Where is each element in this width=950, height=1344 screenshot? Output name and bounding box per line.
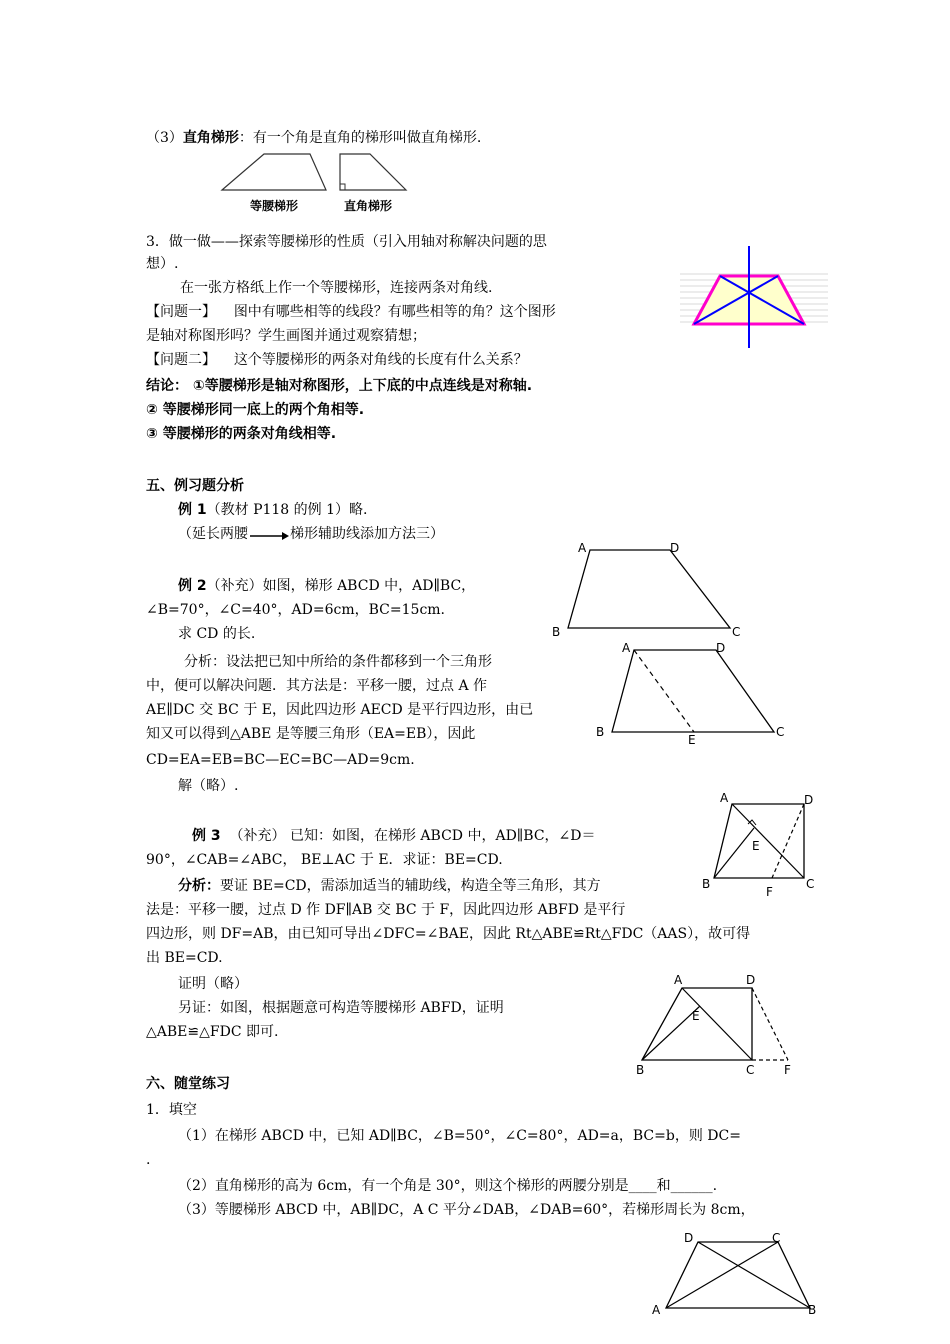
example3-alt-1: 另证：如图，根据题意可构造等腰梯形 ABFD，证明 bbox=[178, 1000, 504, 1016]
example3-line2: 90°，∠CAB=∠ABC， BE⊥AC 于 E．求证：BE=CD. bbox=[146, 852, 503, 868]
isosceles-trapezoid-shape bbox=[222, 154, 326, 190]
example3-analysis-4: 出 BE=CD. bbox=[146, 950, 223, 966]
point-e: E bbox=[692, 1009, 700, 1023]
point-e: E bbox=[752, 839, 760, 853]
s3-definition: （3）直角梯形：有一个角是直角的梯形叫做直角梯形. bbox=[146, 130, 482, 146]
example2-line2: ∠B=70°，∠C=40°，AD=6cm，BC=15cm. bbox=[146, 602, 446, 618]
dashed-ae bbox=[634, 650, 694, 732]
activity-line2: 想）. bbox=[146, 256, 179, 272]
practice-1-end: . bbox=[146, 1152, 151, 1168]
example2-translated-leg-figure bbox=[594, 640, 794, 750]
example2-analysis-2: 中，便可以解决问题．其方法是：平移一腰，过点 A 作 bbox=[146, 678, 488, 694]
point-b: B bbox=[636, 1063, 645, 1077]
trapezoid-types-figure bbox=[218, 150, 418, 216]
example3-analysis-2: 法是：平移一腰，过点 D 作 DF∥AB 交 BC 于 F，因此四边形 ABFD 是平行 bbox=[146, 902, 626, 918]
example2-analysis-5: CD=EA=EB=BC—EC=BC—AD=9cm. bbox=[146, 752, 415, 768]
arrow-icon bbox=[248, 528, 290, 540]
point-d: D bbox=[684, 1231, 694, 1245]
right-label: 直角梯形 bbox=[344, 199, 393, 213]
activity-line3: 在一张方格纸上作一个等腰梯形，连接两条对角线. bbox=[180, 280, 493, 296]
point-a: A bbox=[652, 1303, 661, 1317]
activity-line1: 3．做一做——探索等腰梯形的性质（引入用轴对称解决问题的思 bbox=[146, 234, 547, 250]
point-b: B bbox=[596, 725, 605, 739]
conclusion-1: 结论： ①等腰梯形是轴对称图形，上下底的中点连线是对称轴. bbox=[146, 378, 533, 394]
dashed-df bbox=[752, 988, 788, 1060]
example3-analysis-3: 四边形，则 DF=AB，由已知可导出∠DFC=∠BAE，因此 Rt△ABE≌Rt△FDC（AAS），故可得 bbox=[146, 926, 751, 942]
question-one: 【问题一】 图中有哪些相等的线段？有哪些相等的角？这个图形 bbox=[146, 304, 556, 320]
example2-analysis-4: 知又可以得到△ABE 是等腰三角形（EA=EB），因此 bbox=[146, 726, 476, 742]
point-a: A bbox=[674, 973, 683, 987]
conclusion-2: ② 等腰梯形同一底上的两个角相等. bbox=[146, 402, 365, 418]
example3-alt-figure bbox=[632, 972, 796, 1078]
example1: 例 1（教材 P118 的例 1）略. bbox=[178, 502, 368, 518]
diagonal-ac bbox=[666, 1242, 778, 1308]
point-e: E bbox=[688, 733, 696, 747]
point-c: C bbox=[806, 877, 815, 891]
dashed-df bbox=[772, 804, 804, 878]
right-trapezoid-shape bbox=[340, 154, 406, 190]
point-b: B bbox=[702, 877, 711, 891]
example2-solution: 解（略）. bbox=[178, 778, 239, 794]
example2-analysis-1: 分析：设法把已知中所给的条件都移到一个三角形 bbox=[184, 654, 492, 670]
example1-note: （延长两腰 梯形辅助线添加方法三） bbox=[178, 526, 444, 542]
point-d: D bbox=[716, 641, 726, 655]
diagonal-ac bbox=[682, 988, 752, 1060]
example3-analysis-1: 分析：要证 BE=CD，需添加适当的辅助线，构造全等三角形，其方 bbox=[178, 878, 601, 894]
example2-line3: 求 CD 的长. bbox=[178, 626, 256, 642]
conclusion-3: ③ 等腰梯形的两条对角线相等. bbox=[146, 426, 337, 442]
point-b: B bbox=[552, 625, 561, 639]
point-c: C bbox=[732, 625, 741, 639]
example3: 例 3 （补充） 已知：如图，在梯形 ABCD 中，AD∥BC，∠D＝ bbox=[192, 828, 596, 844]
diagonal-bd bbox=[698, 1242, 810, 1308]
example2-trapezoid-figure bbox=[548, 538, 744, 642]
section6-heading: 六、随堂练习 bbox=[146, 1076, 230, 1092]
point-d: D bbox=[670, 541, 680, 555]
practice3-trapezoid-figure bbox=[648, 1228, 824, 1336]
example3-alt-2: △ABE≌△FDC 即可. bbox=[146, 1024, 279, 1040]
example2-analysis-3: AE∥DC 交 BC 于 E，因此四边形 AECD 是平行四边形，由已 bbox=[146, 702, 534, 718]
section5-heading: 五、例习题分析 bbox=[146, 478, 244, 494]
point-b: B bbox=[808, 1303, 817, 1317]
diagonal-ac bbox=[732, 804, 804, 878]
point-a: A bbox=[578, 541, 587, 555]
point-f: F bbox=[766, 885, 773, 899]
example3-proof: 证明（略） bbox=[178, 976, 248, 992]
practice-2: （2）直角梯形的高为 6cm，有一个角是 30°，则这个梯形的两腰分别是____和______. bbox=[178, 1178, 718, 1194]
practice-1: （1）在梯形 ABCD 中，已知 AD∥BC，∠B=50°，∠C=80°，AD=a，BC=b，则 DC= bbox=[178, 1128, 741, 1144]
question-two: 【问题二】 这个等腰梯形的两条对角线的长度有什么关系？ bbox=[146, 352, 528, 368]
symmetry-trapezoid-figure bbox=[676, 244, 832, 350]
point-a: A bbox=[720, 791, 729, 805]
question-one-cont: 是轴对称图形吗？学生画图并通过观察猜想； bbox=[146, 328, 426, 344]
example2: 例 2（补充）如图，梯形 ABCD 中，AD∥BC， bbox=[178, 578, 476, 594]
point-c: C bbox=[772, 1231, 781, 1245]
practice-3: （3）等腰梯形 ABCD 中，AB∥DC，A C 平分∠DAB，∠DAB=60°，若梯形周长为 8cm， bbox=[178, 1202, 755, 1218]
point-f: F bbox=[784, 1063, 791, 1077]
isosceles-label: 等腰梯形 bbox=[250, 199, 299, 213]
point-c: C bbox=[746, 1063, 755, 1077]
fill-in-title: 1．填空 bbox=[146, 1102, 197, 1118]
right-angle-mark bbox=[340, 184, 345, 190]
example3-figure bbox=[702, 790, 826, 902]
point-d: D bbox=[804, 793, 814, 807]
point-d: D bbox=[746, 973, 756, 987]
point-a: A bbox=[622, 641, 631, 655]
point-c: C bbox=[776, 725, 785, 739]
